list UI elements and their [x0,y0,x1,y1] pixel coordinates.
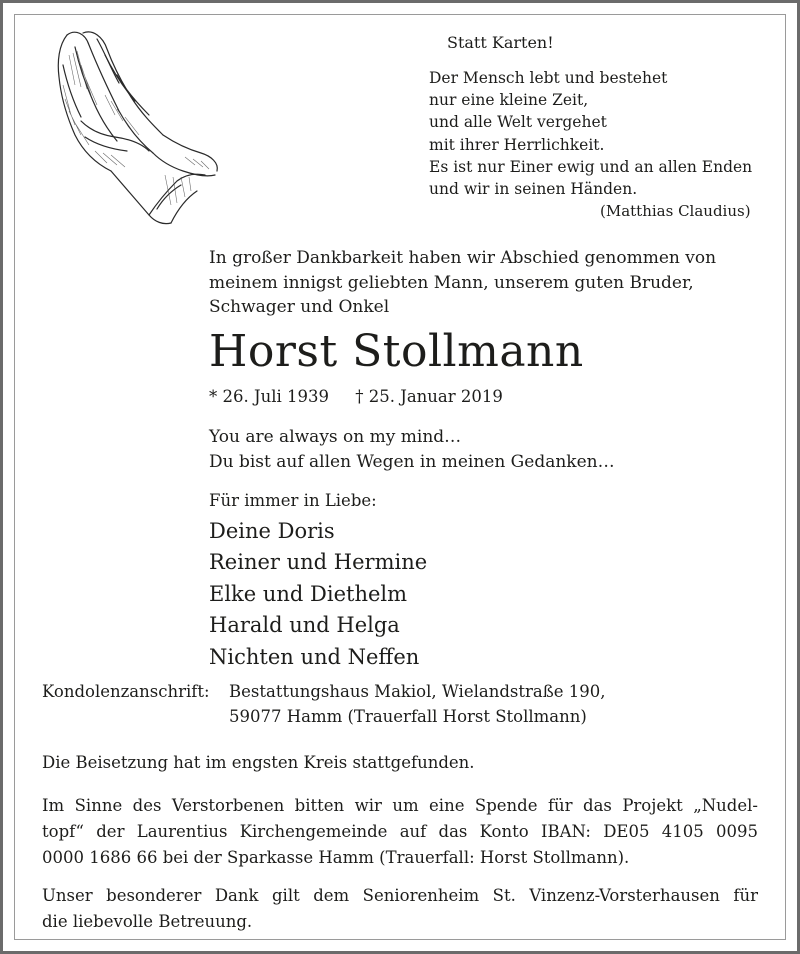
condolence-address-line: Bestattungshaus Makiol, Wielandstraße 190, [229,682,606,701]
quote-line: Du bist auf allen Wegen in meinen Gedanken… [209,452,615,472]
donation-line: Im Sinne des Verstorbenen bitten wir um eine Spende für das Projekt „Nudel- [42,796,758,815]
intro-line: meinem innigst geliebten Mann, unserem guten Bruder, [209,272,694,293]
thanks-line: Unser besonderer Dank gilt dem Seniorenheim St. Vinzenz-Vorsterhausen für [42,886,758,905]
donation-note [42,793,758,871]
condolence-address-line: 59077 Hamm (Trauerfall Horst Stollmann) [229,707,587,726]
poem-line: und alle Welt vergehet [429,113,607,132]
mourner-name: Harald und Helga [209,613,400,638]
poem-author: (Matthias Claudius) [600,202,751,220]
life-dates: * 26. Juli 1939 † 25. Januar 2019 [209,387,503,406]
donation-line: topf“ der Laurentius Kirchengemeinde auf das Konto IBAN: DE05 4105 0095 [42,822,758,841]
burial-note-line: Die Beisetzung hat im engsten Kreis stattgefunden. [42,753,475,772]
mourners-list [209,516,427,673]
condolence-label: Kondolenzanschrift: [42,682,210,701]
intro-line: Schwager und Onkel [209,297,390,317]
poem-line: Der Mensch lebt und bestehet [429,69,668,87]
praying-hands-icon [45,25,225,235]
poem-line: und wir in seinen Händen. [429,180,638,199]
poem-line: Es ist nur Einer ewig und an allen Enden [429,157,753,176]
statt-karten-heading: Statt Karten! [447,33,554,52]
thanks-line: die liebevolle Betreuung. [42,912,253,931]
mourner-name: Nichten und Neffen [209,644,420,669]
deceased-name: Horst Stollmann [209,326,584,377]
poem-line: nur eine kleine Zeit, [429,91,589,110]
burial-note [42,750,758,776]
intro-line: In großer Dankbarkeit haben wir Abschied genommen von [209,248,717,268]
poem [429,67,752,200]
donation-line: 0000 1686 66 bei der Sparkasse Hamm (Trauerfall: Horst Stollmann). [42,848,630,867]
quote-line: You are always on my mind… [209,427,462,447]
mourner-name: Reiner und Hermine [209,550,428,575]
intro-text [209,246,716,320]
mourner-name: Deine Doris [209,519,335,543]
poem-line: mit ihrer Herrlichkeit. [429,135,605,154]
mourners-heading: Für immer in Liebe: [209,491,377,510]
quote [209,425,615,475]
mourner-name: Elke und Diethelm [209,581,408,606]
thanks-note [42,883,758,935]
